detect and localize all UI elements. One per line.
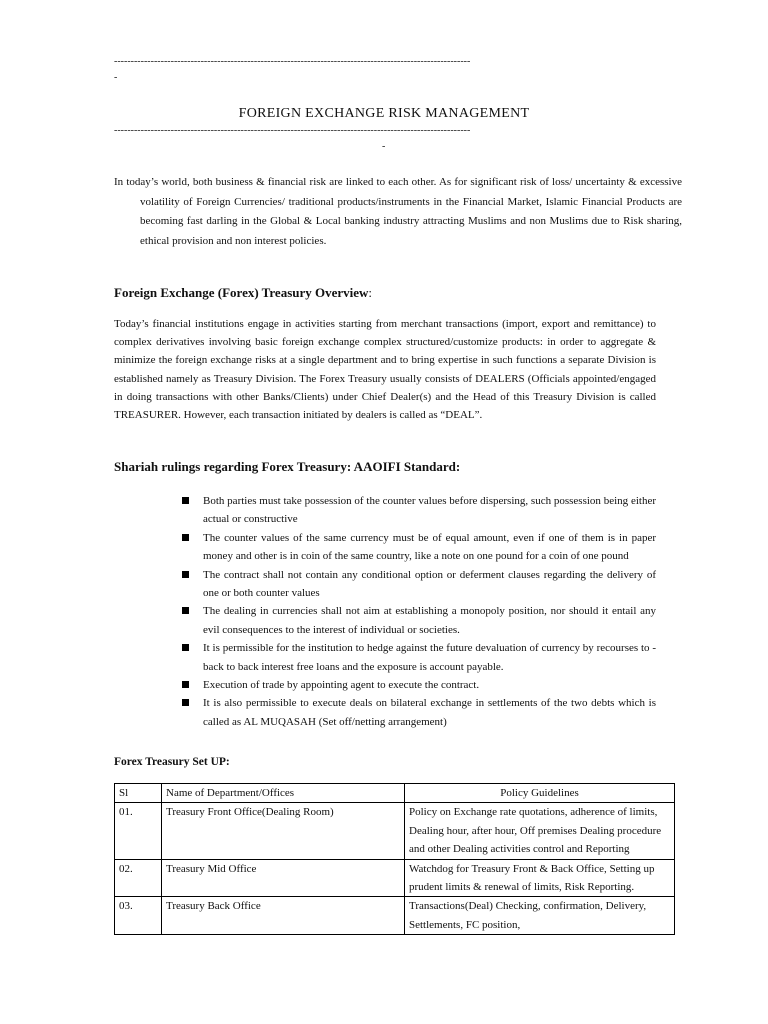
cell-sl: 03. — [115, 897, 162, 935]
list-item — [180, 566, 656, 603]
cell-policy: Policy on Exchange rate quotations, adherence of limits, Dealing hour, after hour, Off premises Dealing procedure and other Dealing activities control and Reporting — [405, 803, 675, 859]
cell-name: Treasury Mid Office — [162, 859, 405, 897]
square-bullet-icon — [182, 571, 189, 578]
list-item — [180, 694, 656, 731]
cell-name: Treasury Back Office — [162, 897, 405, 935]
rule-text: The contract shall not contain any conditional option or deferment clauses regarding the delivery of one or both counter values — [203, 568, 656, 600]
dash-separator-bottom: ----------------------------------------------------------------------------------------------------------- — [114, 125, 471, 136]
list-item — [180, 639, 656, 676]
treasury-setup-table — [114, 783, 675, 935]
list-item — [180, 602, 656, 639]
dash-separator-bottom-tail: - — [382, 141, 386, 152]
intro-paragraph: In today’s world, both business & financial risk are linked to each other. As for significant risk of loss/ uncertainty & excessive volatility of Foreign Currencies/ traditional products/instruments in the Financial Market, Islamic Financial Products are becoming fast darling in the Global & Local banking industry attracting Muslims and non Muslims due to Risk sharing, ethical provision and non interest policies. — [114, 176, 682, 247]
list-item — [180, 492, 656, 529]
table-row — [115, 859, 675, 897]
overview-heading-suffix: : — [368, 285, 373, 300]
square-bullet-icon — [182, 699, 189, 706]
cell-policy: Transactions(Deal) Checking, confirmation, Delivery, Settlements, FC position, — [405, 897, 675, 935]
dash-separator-top-tail: - — [114, 72, 118, 83]
table-row — [115, 897, 675, 935]
cell-sl: 01. — [115, 803, 162, 859]
rule-text: The counter values of the same currency must be of equal amount, even if one of them is in paper money and other is in coin of the same country, like a note on one pound for a coin of one pound — [203, 531, 656, 563]
list-item — [180, 676, 656, 694]
cell-sl: 02. — [115, 859, 162, 897]
list-item — [180, 529, 656, 566]
square-bullet-icon — [182, 607, 189, 614]
square-bullet-icon — [182, 681, 189, 688]
square-bullet-icon — [182, 534, 189, 541]
rule-text: It is permissible for the institution to hedge against the future devaluation of currency by recourses to -back to back interest free loans and the exposure is account payable. — [203, 642, 656, 673]
rule-text: Both parties must take possession of the counter values before dispersing, such possession being either actual or constructive — [203, 495, 656, 526]
cell-name: Treasury Front Office(Dealing Room) — [162, 803, 405, 859]
rule-text: The dealing in currencies shall not aim at establishing a monopoly position, nor should it entail any evil consequences to the interest of individual or societies. — [203, 605, 656, 636]
shariah-heading: Shariah rulings regarding Forex Treasury: AAOIFI Standard: — [114, 459, 461, 474]
column-header-policy: Policy Guidelines — [405, 784, 675, 803]
table-header-row — [115, 784, 675, 803]
rule-text: It is also permissible to execute deals on bilateral exchange in settlements of the two debts which is called as AL MUQASAH (Set off/netting arrangement) — [203, 697, 656, 728]
column-header-sl: Sl — [115, 784, 162, 803]
document-title: FOREIGN EXCHANGE RISK MANAGEMENT — [238, 106, 530, 121]
setup-heading: Forex Treasury Set UP: — [114, 756, 230, 768]
square-bullet-icon — [182, 644, 189, 651]
overview-heading — [114, 285, 372, 301]
column-header-name: Name of Department/Offices — [162, 784, 405, 803]
cell-policy: Watchdog for Treasury Front & Back Office, Setting up prudent limits & renewal of limits, Risk Reporting. — [405, 859, 675, 897]
overview-heading-text: Foreign Exchange (Forex) Treasury Overview — [114, 285, 369, 300]
square-bullet-icon — [182, 497, 189, 504]
shariah-rules-list — [180, 492, 656, 731]
overview-paragraph: Today’s financial institutions engage in activities starting from merchant transactions (import, export and remittance) to complex derivatives involving basic foreign exchange complex structured/customize products: in order to aggregate & minimize the foreign exchange risks at a single department and to bring expertise in such functions a separate Division is established namely as Treasury Division. The Forex Treasury usually consists of DEALERS (Officials appointed/engaged in doing transactions with other Banks/Clients) under Chief Dealer(s) and the Head of this Treasury Division is called TREASURER. However, each transaction initiated by dealers is called as “DEAL”. — [114, 318, 656, 422]
dash-separator-top: ----------------------------------------------------------------------------------------------------------- — [114, 56, 471, 67]
rule-text: Execution of trade by appointing agent to execute the contract. — [203, 679, 480, 692]
table-row — [115, 803, 675, 859]
